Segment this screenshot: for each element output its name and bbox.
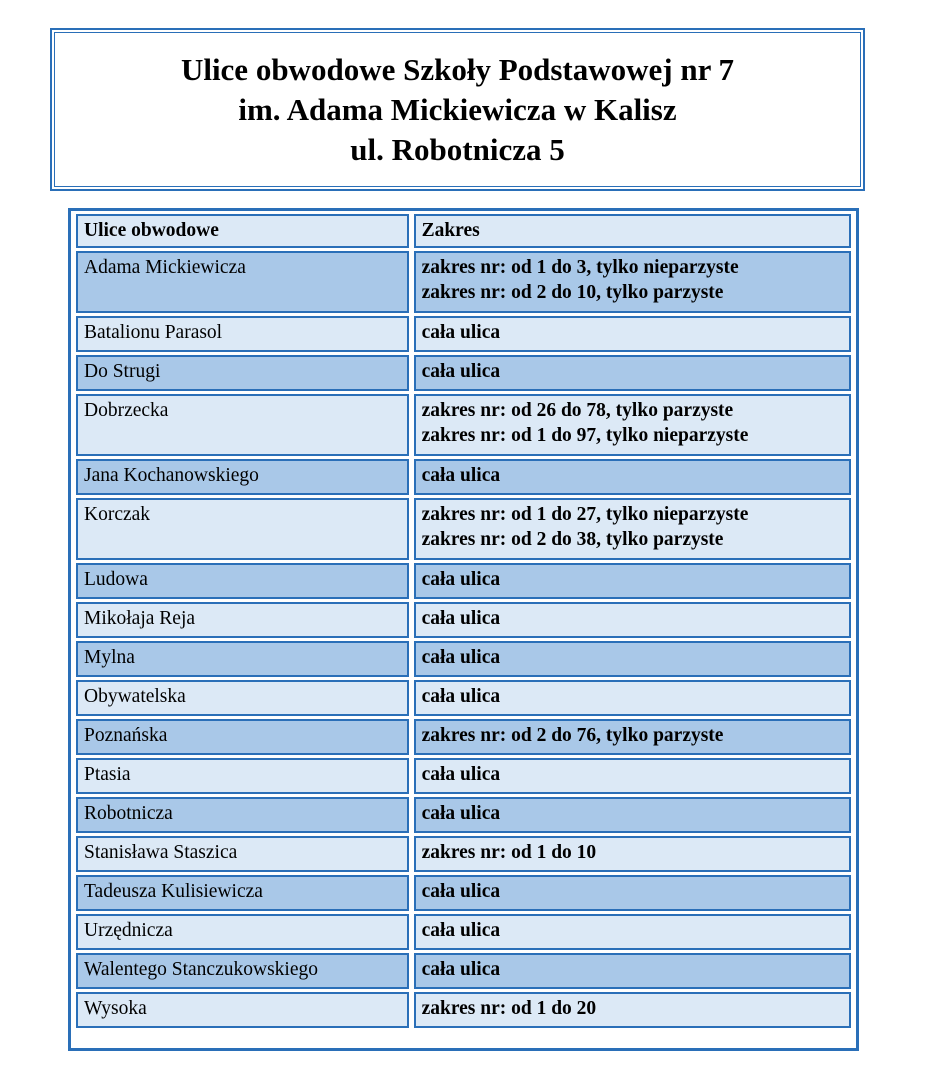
range-line: cała ulica bbox=[421, 465, 501, 486]
range-line: zakres nr: od 1 do 3, tylko nieparzyste bbox=[421, 257, 739, 278]
range-line: cała ulica bbox=[421, 569, 501, 590]
street-name-cell: Obywatelska bbox=[76, 680, 409, 716]
street-name-cell: Ludowa bbox=[76, 563, 409, 599]
range-line: cała ulica bbox=[421, 803, 501, 824]
table-header-row bbox=[76, 214, 851, 248]
street-name-cell: Batalionu Parasol bbox=[76, 316, 409, 352]
table-row bbox=[76, 836, 851, 872]
street-name-cell: Korczak bbox=[76, 498, 409, 560]
range-line: zakres nr: od 1 do 27, tylko nieparzyste bbox=[421, 504, 749, 525]
range-cell bbox=[414, 459, 851, 495]
street-name-cell: Do Strugi bbox=[76, 355, 409, 391]
table-row bbox=[76, 602, 851, 638]
table-row bbox=[76, 459, 851, 495]
range-cell bbox=[414, 641, 851, 677]
table-row bbox=[76, 498, 851, 560]
street-name-cell: Adama Mickiewicza bbox=[76, 251, 409, 313]
range-line: zakres nr: od 1 do 20 bbox=[421, 998, 597, 1019]
street-name-cell: Wysoka bbox=[76, 992, 409, 1028]
range-line: cała ulica bbox=[421, 920, 501, 941]
range-cell bbox=[414, 394, 851, 456]
table-row bbox=[76, 914, 851, 950]
street-name-cell: Walentego Stanczukowskiego bbox=[76, 953, 409, 989]
range-cell bbox=[414, 251, 851, 313]
table-row bbox=[76, 758, 851, 794]
table-row bbox=[76, 797, 851, 833]
range-cell bbox=[414, 758, 851, 794]
street-name-cell: Urzędnicza bbox=[76, 914, 409, 950]
table-row bbox=[76, 251, 851, 313]
range-cell bbox=[414, 498, 851, 560]
range-line: zakres nr: od 26 do 78, tylko parzyste bbox=[421, 400, 734, 421]
table-row bbox=[76, 992, 851, 1028]
street-name-cell: Stanisława Staszica bbox=[76, 836, 409, 872]
range-cell bbox=[414, 316, 851, 352]
table-body bbox=[76, 251, 851, 1028]
range-cell bbox=[414, 602, 851, 638]
table-row bbox=[76, 719, 851, 755]
range-line: cała ulica bbox=[421, 322, 501, 343]
title-line-3: ul. Robotnicza 5 bbox=[350, 131, 565, 167]
range-line: cała ulica bbox=[421, 764, 501, 785]
range-cell bbox=[414, 719, 851, 755]
street-name-cell: Poznańska bbox=[76, 719, 409, 755]
street-name-cell: Tadeusza Kulisiewicza bbox=[76, 875, 409, 911]
range-line: cała ulica bbox=[421, 686, 501, 707]
table-row bbox=[76, 355, 851, 391]
range-line: zakres nr: od 2 do 76, tylko parzyste bbox=[421, 725, 724, 746]
range-cell bbox=[414, 836, 851, 872]
table-row bbox=[76, 641, 851, 677]
range-cell bbox=[414, 680, 851, 716]
range-line: zakres nr: od 1 do 10 bbox=[421, 842, 597, 863]
range-line: zakres nr: od 1 do 97, tylko nieparzyste bbox=[421, 425, 749, 446]
range-line: cała ulica bbox=[421, 881, 501, 902]
streets-table bbox=[68, 208, 859, 1051]
range-line: zakres nr: od 2 do 38, tylko parzyste bbox=[421, 529, 724, 550]
street-name-cell: Robotnicza bbox=[76, 797, 409, 833]
range-cell bbox=[414, 797, 851, 833]
range-line: cała ulica bbox=[421, 959, 501, 980]
title-inner bbox=[54, 32, 861, 187]
table-row bbox=[76, 680, 851, 716]
range-line: cała ulica bbox=[421, 647, 501, 668]
table-row bbox=[76, 394, 851, 456]
header-range: Zakres bbox=[414, 214, 851, 248]
range-cell bbox=[414, 992, 851, 1028]
table-row bbox=[76, 953, 851, 989]
range-cell bbox=[414, 875, 851, 911]
street-name-cell: Mikołaja Reja bbox=[76, 602, 409, 638]
range-line: cała ulica bbox=[421, 361, 501, 382]
title-box bbox=[50, 28, 865, 191]
title-line-1: Ulice obwodowe Szkoły Podstawowej nr 7 bbox=[180, 51, 735, 87]
range-line: zakres nr: od 2 do 10, tylko parzyste bbox=[421, 282, 724, 303]
range-cell bbox=[414, 355, 851, 391]
range-cell bbox=[414, 563, 851, 599]
title-line-2: im. Adama Mickiewicza w Kalisz bbox=[238, 91, 677, 127]
street-name-cell: Dobrzecka bbox=[76, 394, 409, 456]
table-row bbox=[76, 563, 851, 599]
street-name-cell: Ptasia bbox=[76, 758, 409, 794]
street-name-cell: Mylna bbox=[76, 641, 409, 677]
table-row bbox=[76, 316, 851, 352]
header-street: Ulice obwodowe bbox=[76, 214, 409, 248]
range-line: cała ulica bbox=[421, 608, 501, 629]
street-name-cell: Jana Kochanowskiego bbox=[76, 459, 409, 495]
table-row bbox=[76, 875, 851, 911]
range-cell bbox=[414, 914, 851, 950]
range-cell bbox=[414, 953, 851, 989]
